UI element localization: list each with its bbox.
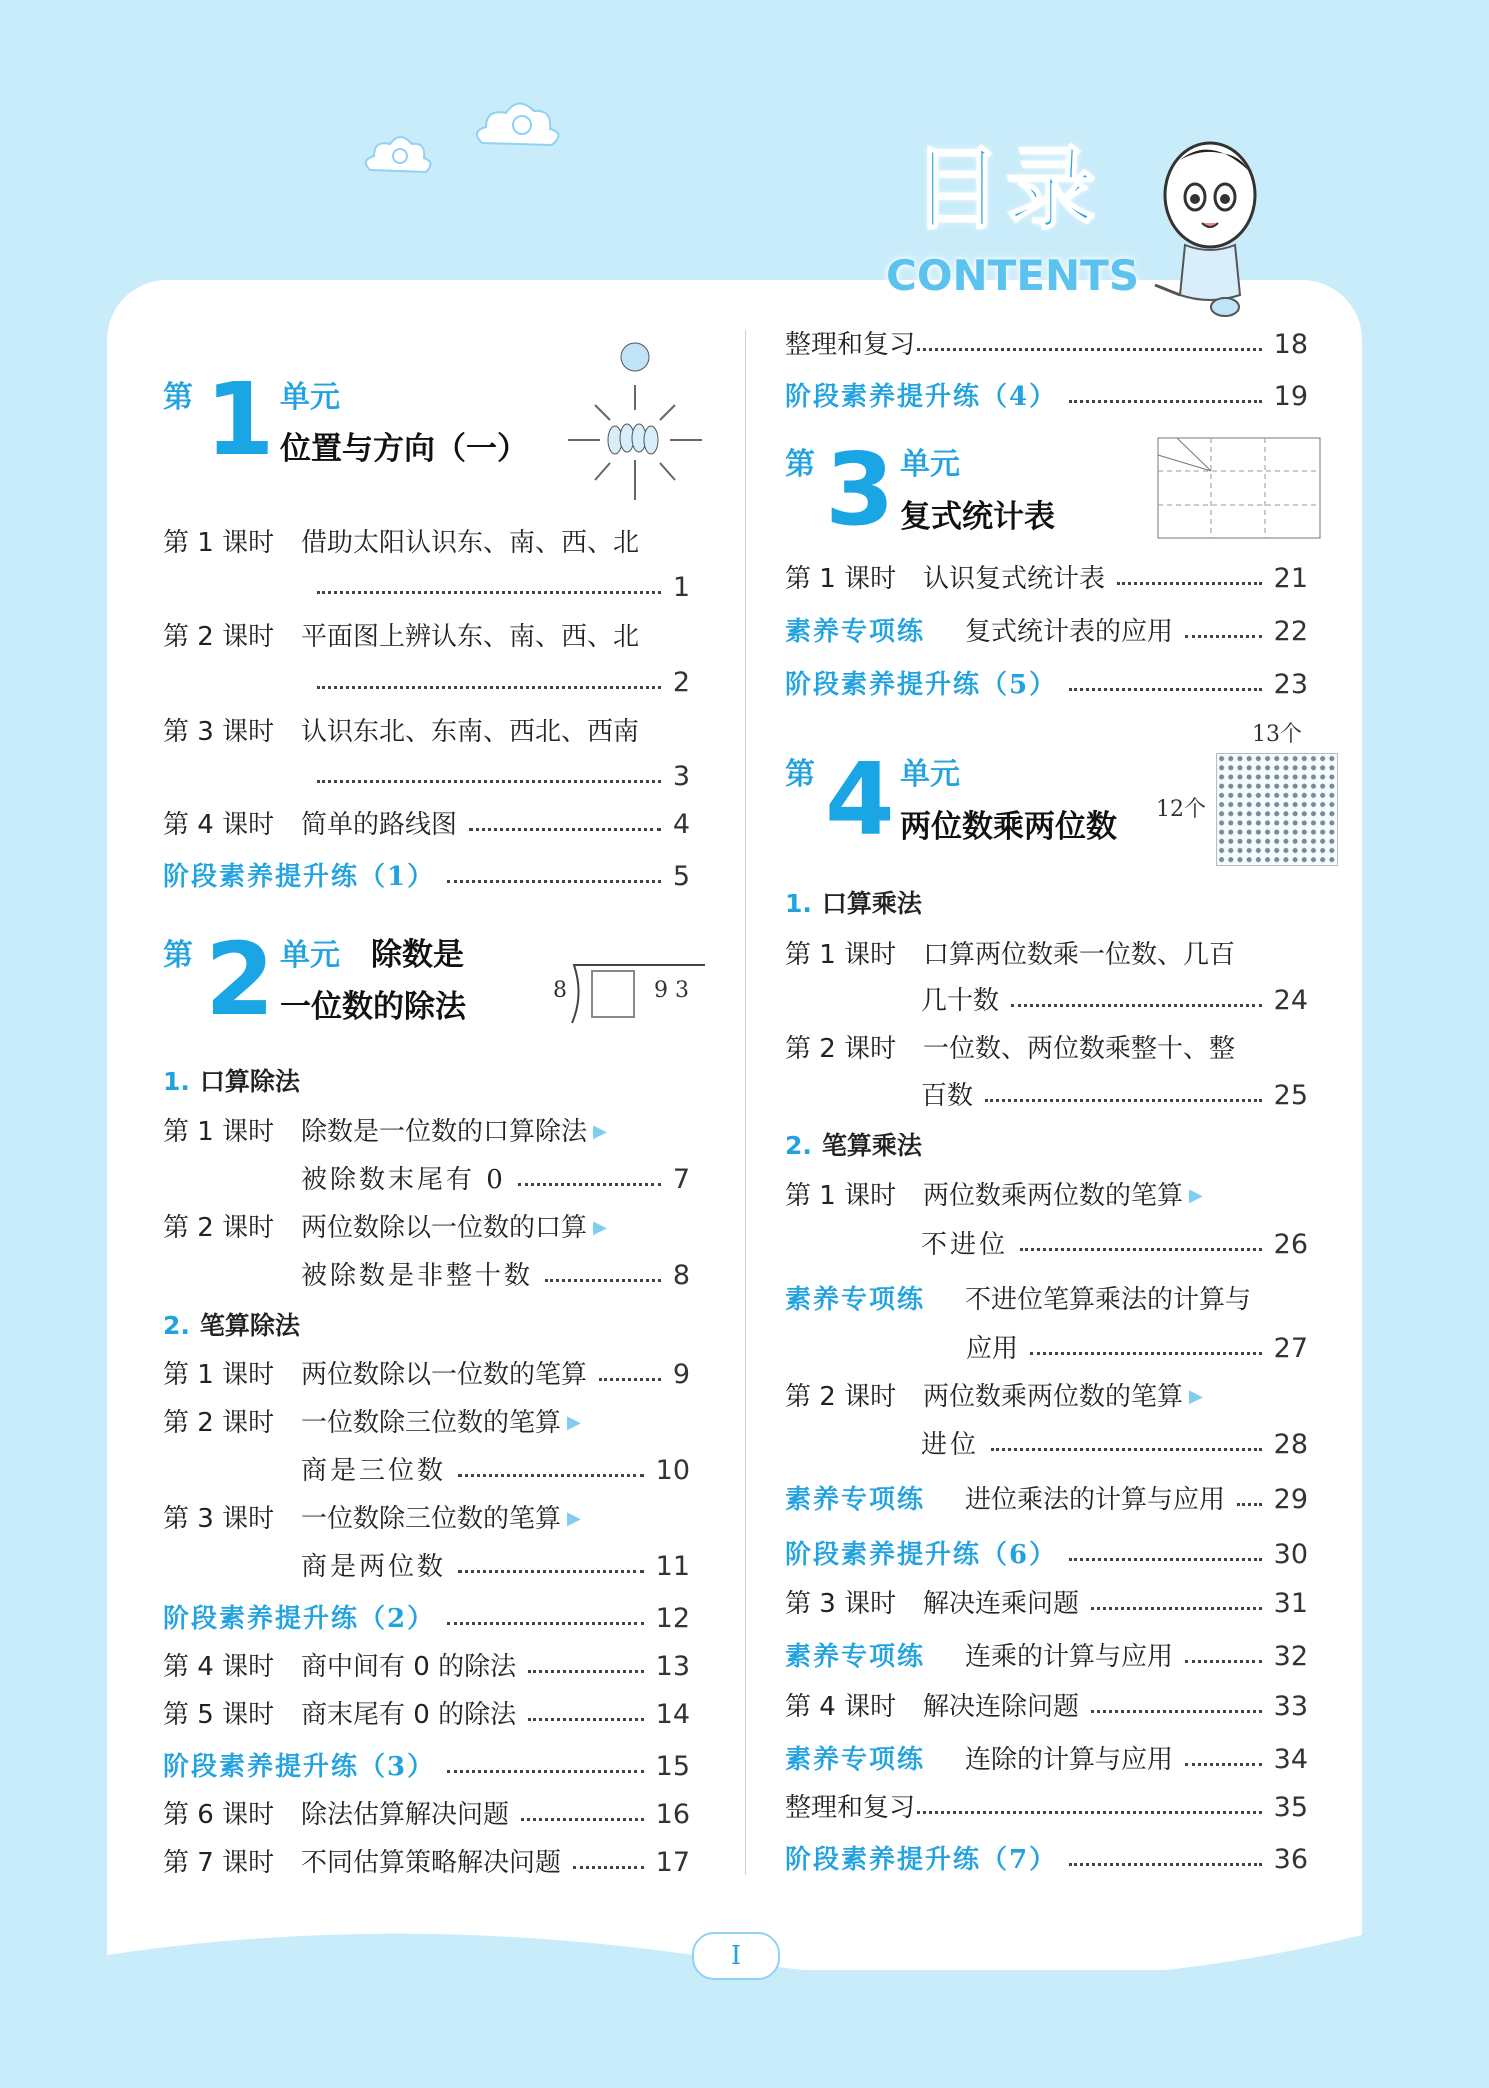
toc-entry-continued[interactable] xyxy=(317,568,690,608)
toc-entry[interactable] xyxy=(163,523,690,563)
page-number: 30 xyxy=(1273,1539,1308,1570)
dot-leader xyxy=(1185,1763,1262,1766)
special-practice-label: 素养专项练 xyxy=(785,1642,926,1672)
dot-leader xyxy=(447,1770,644,1773)
table-grid-icon xyxy=(1157,437,1321,539)
entry-title: 不同估算策略解决问题 xyxy=(301,1848,562,1878)
dot-leader xyxy=(917,348,1262,351)
page-number: 9 xyxy=(672,1359,690,1390)
lesson-label: 第 1 课时 xyxy=(785,940,897,970)
entry-subtitle: 被除数是非整十数 xyxy=(301,1261,534,1291)
play-arrow-icon: ▶ xyxy=(1189,1386,1203,1407)
toc-entry-continued[interactable] xyxy=(301,1256,690,1296)
unit-prefix: 第 xyxy=(163,938,193,973)
page-number: 33 xyxy=(1273,1691,1308,1722)
dot-leader xyxy=(1069,400,1262,403)
page-title: 目录 xyxy=(912,137,1100,242)
page-number: 3 xyxy=(672,761,690,792)
lesson-label: 第 1 课时 xyxy=(163,528,275,558)
page-number: 25 xyxy=(1273,1080,1308,1111)
dot-leader xyxy=(1069,1863,1262,1866)
toc-entry[interactable] xyxy=(163,805,690,845)
page-number: 2 xyxy=(672,667,690,698)
page-number: 26 xyxy=(1273,1229,1308,1260)
entry-title: 两位数除以一位数的笔算 xyxy=(301,1360,588,1390)
page-number: 10 xyxy=(655,1455,690,1486)
page-number: 1 xyxy=(672,572,690,603)
lesson-label: 第 6 课时 xyxy=(163,1800,275,1830)
entry-title: 认识东北、东南、西北、西南 xyxy=(301,717,640,747)
dot-grid-columns-label: 13个 xyxy=(1252,722,1302,747)
section-heading: 2. 笔算乘法 xyxy=(785,1131,922,1160)
lesson-label: 第 1 课时 xyxy=(163,1117,275,1147)
page-number: 13 xyxy=(655,1651,690,1682)
section-heading: 2. 笔算除法 xyxy=(163,1311,300,1340)
dot-leader xyxy=(1185,1660,1262,1663)
special-practice-label: 素养专项练 xyxy=(785,617,926,647)
entry-title: 解决连乘问题 xyxy=(923,1589,1080,1619)
sun-directions-icon xyxy=(560,335,710,510)
entry-title: 阶段素养提升练（4） xyxy=(785,382,1058,412)
toc-entry[interactable] xyxy=(163,1843,690,1883)
lesson-label: 第 5 课时 xyxy=(163,1700,275,1730)
unit-suffix: 单元 xyxy=(280,380,340,415)
unit-title: 复式统计表 xyxy=(900,499,1055,535)
page-number: 32 xyxy=(1273,1641,1308,1672)
dot-leader xyxy=(599,1378,661,1381)
play-arrow-icon: ▶ xyxy=(593,1121,607,1142)
entry-subtitle: 被除数末尾有 0 xyxy=(301,1165,506,1195)
page-number: 35 xyxy=(1273,1792,1308,1823)
entry-subtitle: 百数 xyxy=(921,1081,974,1111)
toc-entry-review[interactable] xyxy=(785,325,1308,365)
entry-title: 平面图上辨认东、南、西、北 xyxy=(301,622,640,652)
play-arrow-icon: ▶ xyxy=(567,1508,581,1529)
dot-leader xyxy=(1117,582,1262,585)
entry-title: 阶段素养提升练（3） xyxy=(163,1752,436,1782)
toc-entry-continued[interactable] xyxy=(317,663,690,703)
entry-title: 口算两位数乘一位数、几百 xyxy=(923,940,1236,970)
page-number: 19 xyxy=(1273,381,1308,412)
dot-leader xyxy=(1069,1558,1262,1561)
toc-entry[interactable] xyxy=(785,1584,1308,1624)
dot-leader xyxy=(317,591,661,594)
entry-subtitle: 不进位 xyxy=(921,1230,1009,1260)
page-number: 24 xyxy=(1273,985,1308,1016)
section-heading: 1. 口算乘法 xyxy=(785,889,922,918)
page-number: 23 xyxy=(1273,669,1308,700)
toc-entry-review[interactable] xyxy=(785,1788,1308,1828)
dot-leader xyxy=(1020,1248,1262,1251)
unit-suffix: 单元 xyxy=(280,938,340,973)
unit-number: 2 xyxy=(205,921,275,1038)
entry-title: 进位乘法的计算与应用 xyxy=(965,1485,1226,1515)
toc-entry-stage-practice[interactable] xyxy=(785,665,1308,705)
dot-leader xyxy=(528,1670,644,1673)
toc-entry[interactable] xyxy=(163,1403,690,1443)
entry-title: 两位数乘两位数的笔算 xyxy=(923,1382,1184,1412)
page-number: 14 xyxy=(655,1699,690,1730)
entry-title: 一位数除三位数的笔算 xyxy=(301,1408,562,1438)
toc-entry[interactable] xyxy=(163,1647,690,1687)
play-arrow-icon: ▶ xyxy=(567,1412,581,1433)
entry-title: 商末尾有 0 的除法 xyxy=(301,1700,517,1730)
dot-leader xyxy=(573,1866,644,1869)
page-number: 28 xyxy=(1273,1429,1308,1460)
entry-title: 阶段素养提升练（6） xyxy=(785,1540,1058,1570)
entry-title: 阶段素养提升练（1） xyxy=(163,862,436,892)
dot-grid-icon xyxy=(1216,753,1338,866)
dot-leader xyxy=(447,880,661,883)
page-number: 34 xyxy=(1273,1744,1308,1775)
dot-grid-rows-label: 12个 xyxy=(1156,797,1206,822)
toc-entry-continued[interactable] xyxy=(921,1225,1308,1265)
unit-number: 1 xyxy=(205,361,275,478)
unit-number: 3 xyxy=(825,431,895,548)
lesson-label: 第 3 课时 xyxy=(785,1589,897,1619)
cloud-icon xyxy=(470,95,570,155)
entry-title: 商中间有 0 的除法 xyxy=(301,1652,517,1682)
toc-entry-special-practice[interactable] xyxy=(785,1480,1308,1520)
toc-entry-special-practice[interactable] xyxy=(785,612,1308,652)
toc-entry[interactable] xyxy=(785,1377,1308,1417)
special-practice-label: 素养专项练 xyxy=(785,1485,926,1515)
play-arrow-icon: ▶ xyxy=(593,1217,607,1238)
lesson-label: 第 2 课时 xyxy=(785,1034,897,1064)
toc-entry-continued[interactable] xyxy=(301,1160,690,1200)
page-number: 15 xyxy=(655,1751,690,1782)
page-number: 16 xyxy=(655,1799,690,1830)
dot-leader xyxy=(917,1811,1262,1814)
lesson-label: 第 2 课时 xyxy=(163,1213,275,1243)
toc-entry-special-practice[interactable] xyxy=(785,1280,1308,1320)
entry-title: 不进位笔算乘法的计算与 xyxy=(965,1285,1252,1315)
dot-leader xyxy=(458,1570,644,1573)
toc-entry[interactable] xyxy=(785,559,1308,599)
toc-entry[interactable] xyxy=(163,1112,690,1152)
page-number: 21 xyxy=(1273,563,1308,594)
dot-leader xyxy=(1030,1352,1262,1355)
entry-title: 两位数除以一位数的口算 xyxy=(301,1213,588,1243)
page-number: 8 xyxy=(672,1260,690,1291)
dot-leader xyxy=(469,828,661,831)
dot-leader xyxy=(317,780,661,783)
dot-leader xyxy=(317,686,661,689)
toc-entry[interactable] xyxy=(785,1029,1308,1069)
unit-title-line1: 除数是 xyxy=(371,937,464,973)
boy-mascot-icon xyxy=(1130,135,1275,320)
dot-leader xyxy=(1091,1607,1262,1610)
dot-leader xyxy=(528,1718,644,1721)
play-arrow-icon: ▶ xyxy=(1189,1185,1203,1206)
column-divider xyxy=(745,330,746,1875)
toc-entry[interactable] xyxy=(785,1687,1308,1727)
toc-entry-continued[interactable] xyxy=(317,757,690,797)
lesson-label: 第 4 课时 xyxy=(163,1652,275,1682)
entry-title: 除法估算解决问题 xyxy=(301,1800,510,1830)
toc-entry-continued[interactable] xyxy=(301,1547,690,1587)
toc-entry[interactable] xyxy=(785,935,1308,975)
entry-title: 复式统计表的应用 xyxy=(965,617,1174,647)
toc-entry-stage-practice[interactable] xyxy=(785,377,1308,417)
page-number-badge: I xyxy=(692,1932,780,1980)
toc-entry[interactable] xyxy=(163,1499,690,1539)
page-number: 27 xyxy=(1273,1333,1308,1364)
page-subtitle: CONTENTS xyxy=(886,251,1140,300)
entry-subtitle: 商是三位数 xyxy=(301,1456,447,1486)
dot-leader xyxy=(458,1474,644,1477)
page-number: 11 xyxy=(655,1551,690,1582)
division-divisor: 8 xyxy=(553,978,567,1003)
entry-title: 借助太阳认识东、南、西、北 xyxy=(301,528,640,558)
dot-leader xyxy=(545,1279,661,1282)
page-number: 36 xyxy=(1273,1844,1308,1875)
page-number: 12 xyxy=(655,1603,690,1634)
toc-entry[interactable] xyxy=(163,712,690,752)
page-number: 31 xyxy=(1273,1588,1308,1619)
entry-title: 整理和复习 xyxy=(785,1793,916,1823)
toc-entry-continued[interactable] xyxy=(921,981,1308,1021)
dot-leader xyxy=(1091,1710,1262,1713)
entry-subtitle: 进位 xyxy=(921,1430,980,1460)
entry-subtitle: 几十数 xyxy=(921,986,1000,1016)
entry-title: 连除的计算与应用 xyxy=(965,1745,1174,1775)
toc-entry-stage-practice[interactable] xyxy=(785,1535,1308,1575)
unit-suffix: 单元 xyxy=(900,757,960,792)
lesson-label: 第 3 课时 xyxy=(163,1504,275,1534)
toc-entry-special-practice[interactable] xyxy=(785,1740,1308,1780)
entry-title: 阶段素养提升练（7） xyxy=(785,1845,1058,1875)
unit-title-line2: 一位数的除法 xyxy=(280,989,466,1025)
dot-leader xyxy=(1237,1503,1262,1506)
lesson-label: 第 1 课时 xyxy=(163,1360,275,1390)
unit-title: 两位数乘两位数 xyxy=(900,809,1117,845)
toc-entry-continued[interactable] xyxy=(921,1425,1308,1465)
toc-entry-continued[interactable] xyxy=(966,1329,1308,1369)
toc-entry-special-practice[interactable] xyxy=(785,1637,1308,1677)
page-number: 7 xyxy=(672,1164,690,1195)
entry-title: 简单的路线图 xyxy=(301,810,458,840)
unit-prefix: 第 xyxy=(163,380,193,415)
toc-entry-continued[interactable] xyxy=(301,1451,690,1491)
entry-title: 解决连除问题 xyxy=(923,1692,1080,1722)
toc-entry[interactable] xyxy=(163,1208,690,1248)
division-dividend: 9 3 xyxy=(654,978,689,1003)
page-number: 5 xyxy=(672,861,690,892)
entry-subtitle: 商是两位数 xyxy=(301,1552,447,1582)
dot-leader xyxy=(518,1183,661,1186)
toc-entry[interactable] xyxy=(163,617,690,657)
cloud-icon xyxy=(360,130,440,180)
page-number: 29 xyxy=(1273,1484,1308,1515)
lesson-label: 第 3 课时 xyxy=(163,717,275,747)
entry-title: 阶段素养提升练（5） xyxy=(785,670,1058,700)
unit-number: 4 xyxy=(825,741,895,858)
toc-entry-stage-practice[interactable] xyxy=(785,1840,1308,1880)
entry-subtitle: 应用 xyxy=(966,1334,1019,1364)
entry-title: 阶段素养提升练（2） xyxy=(163,1604,436,1634)
lesson-label: 第 4 课时 xyxy=(785,1692,897,1722)
entry-title: 两位数乘两位数的笔算 xyxy=(923,1181,1184,1211)
dot-leader xyxy=(1069,688,1262,691)
unit-prefix: 第 xyxy=(785,757,815,792)
toc-entry[interactable] xyxy=(163,1795,690,1835)
page-number: 17 xyxy=(655,1847,690,1878)
toc-entry-continued[interactable] xyxy=(921,1076,1308,1116)
entry-title: 一位数除三位数的笔算 xyxy=(301,1504,562,1534)
dot-leader xyxy=(521,1818,644,1821)
toc-entry-stage-practice[interactable] xyxy=(163,1747,690,1787)
lesson-label: 第 2 课时 xyxy=(163,1408,275,1438)
entry-title: 连乘的计算与应用 xyxy=(965,1642,1174,1672)
toc-entry[interactable] xyxy=(163,1695,690,1735)
entry-title: 认识复式统计表 xyxy=(923,564,1106,594)
lesson-label: 第 2 课时 xyxy=(163,622,275,652)
toc-entry-stage-practice[interactable] xyxy=(163,857,690,897)
dot-leader xyxy=(991,1448,1262,1451)
lesson-label: 第 4 课时 xyxy=(163,810,275,840)
dot-leader xyxy=(447,1622,644,1625)
page-number: 22 xyxy=(1273,616,1308,647)
special-practice-label: 素养专项练 xyxy=(785,1285,926,1315)
lesson-label: 第 7 课时 xyxy=(163,1848,275,1878)
dot-leader xyxy=(985,1099,1262,1102)
entry-title: 除数是一位数的口算除法 xyxy=(301,1117,588,1147)
lesson-label: 第 2 课时 xyxy=(785,1382,897,1412)
toc-entry[interactable] xyxy=(785,1176,1308,1216)
page-number: 18 xyxy=(1273,329,1308,360)
dot-leader xyxy=(1185,635,1262,638)
toc-entry-stage-practice[interactable] xyxy=(163,1599,690,1639)
unit-suffix: 单元 xyxy=(900,447,960,482)
section-heading: 1. 口算除法 xyxy=(163,1067,300,1096)
special-practice-label: 素养专项练 xyxy=(785,1745,926,1775)
entry-title: 整理和复习 xyxy=(785,330,916,360)
toc-entry[interactable] xyxy=(163,1355,690,1395)
dot-leader xyxy=(1011,1004,1262,1007)
unit-prefix: 第 xyxy=(785,447,815,482)
lesson-label: 第 1 课时 xyxy=(785,1181,897,1211)
lesson-label: 第 1 课时 xyxy=(785,564,897,594)
entry-title: 一位数、两位数乘整十、整 xyxy=(923,1034,1236,1064)
page-number: 4 xyxy=(672,809,690,840)
unit-title: 位置与方向（一） xyxy=(280,431,528,467)
